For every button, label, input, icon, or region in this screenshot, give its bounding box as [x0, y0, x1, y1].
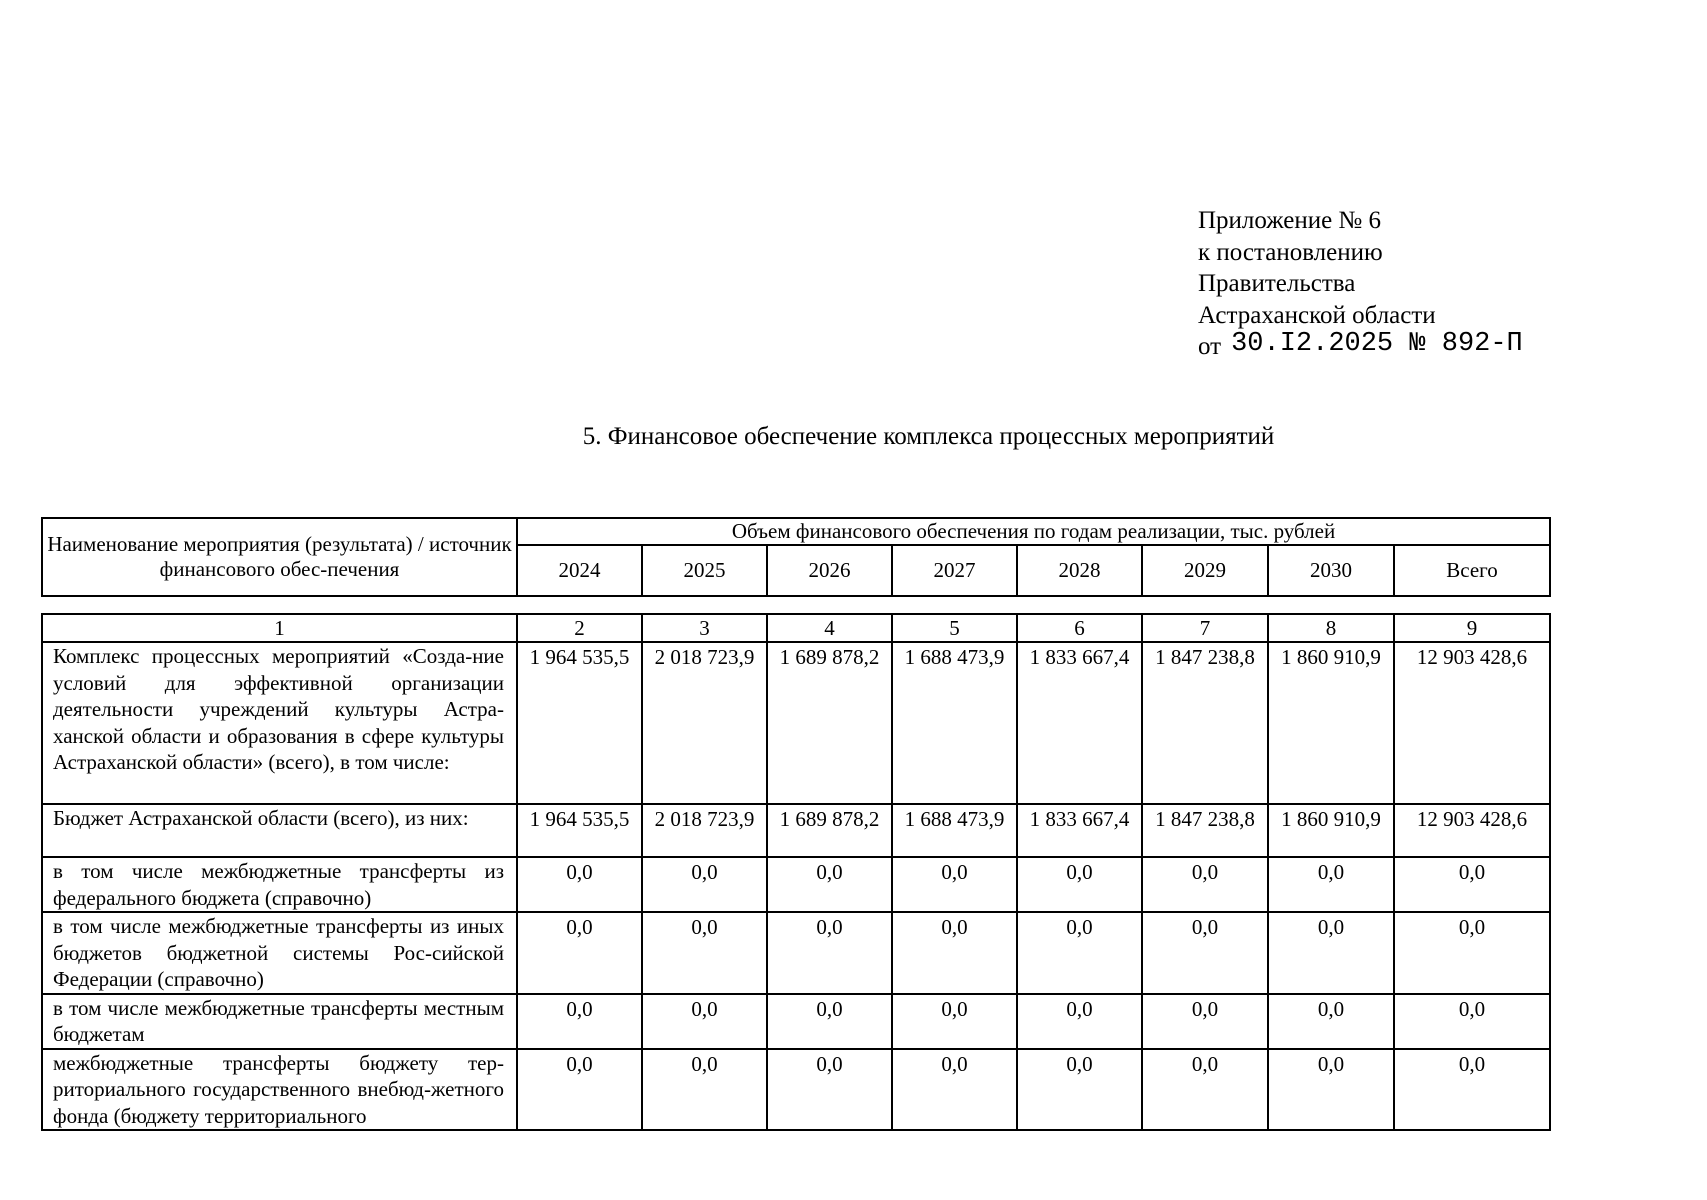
table-row [42, 857, 1550, 912]
row-value-cell: 0,0 [1268, 994, 1394, 1049]
row-value-cell: 0,0 [517, 857, 642, 912]
column-number: 9 [1394, 614, 1550, 642]
row-name-cell: в том числе межбюджетные трансферты из иных бюджетов бюджетной системы Рос-сийской Федерации (справочно) [42, 912, 517, 994]
column-number: 2 [517, 614, 642, 642]
row-value-cell: 0,0 [767, 857, 892, 912]
column-number: 1 [42, 614, 517, 642]
row-value-cell: 0,0 [767, 1049, 892, 1131]
row-total-cell: 0,0 [1394, 857, 1550, 912]
date-prefix: от [1198, 333, 1222, 360]
appendix-line-4: Астраханской области [1198, 301, 1436, 329]
year-header: 2026 [767, 545, 892, 596]
row-value-cell: 1 964 535,5 [517, 804, 642, 857]
row-total-cell: 0,0 [1394, 1049, 1550, 1131]
finance-table [41, 613, 1551, 1131]
table-row [42, 804, 1550, 857]
row-value-cell: 0,0 [642, 912, 767, 994]
row-value-cell: 0,0 [767, 912, 892, 994]
row-value-cell: 0,0 [1142, 912, 1268, 994]
appendix-line-1: Приложение № 6 [1198, 207, 1382, 234]
column-number-row [42, 614, 1550, 642]
total-header: Всего [1394, 545, 1550, 596]
year-header: 2025 [642, 545, 767, 596]
row-value-cell: 1 689 878,2 [767, 642, 892, 804]
row-name-cell: Комплекс процессных мероприятий «Созда-ние условий для эффективной организации деятельности учреждений культуры Астра-ханской области и образования в сфере культуры Астраханской области» (всего), в том числе: [42, 642, 517, 804]
column-number: 5 [892, 614, 1017, 642]
row-value-cell: 1 688 473,9 [892, 804, 1017, 857]
row-value-cell: 0,0 [1017, 994, 1142, 1049]
row-value-cell: 0,0 [1017, 1049, 1142, 1131]
column-number: 6 [1017, 614, 1142, 642]
row-value-cell: 1 689 878,2 [767, 804, 892, 857]
column-number: 7 [1142, 614, 1268, 642]
row-value-cell: 0,0 [892, 857, 1017, 912]
date-stamp: 30.I2.2025 № 892-П [1231, 329, 1523, 359]
table-header [41, 517, 1551, 597]
year-header: 2029 [1142, 545, 1268, 596]
row-value-cell: 0,0 [642, 1049, 767, 1131]
row-name-cell: в том числе межбюджетные трансферты из федерального бюджета (справочно) [42, 857, 517, 912]
appendix-date-line [1198, 331, 1523, 365]
table-row [42, 642, 1550, 804]
row-name-cell: в том числе межбюджетные трансферты местным бюджетам [42, 994, 517, 1049]
row-name-cell: межбюджетные трансферты бюджету тер-риториального государственного внебюд-жетного фонда (бюджету территориального [42, 1049, 517, 1131]
name-column-header: Наименование мероприятия (результата) / источник финансового обес-печения [42, 518, 517, 596]
column-number: 3 [642, 614, 767, 642]
row-value-cell: 2 018 723,9 [642, 804, 767, 857]
row-value-cell: 0,0 [892, 1049, 1017, 1131]
year-header: 2028 [1017, 545, 1142, 596]
row-total-cell: 12 903 428,6 [1394, 804, 1550, 857]
row-value-cell: 0,0 [1268, 1049, 1394, 1131]
row-value-cell: 0,0 [892, 912, 1017, 994]
row-value-cell: 1 833 667,4 [1017, 804, 1142, 857]
row-value-cell: 0,0 [1142, 1049, 1268, 1131]
row-value-cell: 1 833 667,4 [1017, 642, 1142, 804]
row-value-cell: 0,0 [517, 1049, 642, 1131]
row-name-cell: Бюджет Астраханской области (всего), из них: [42, 804, 517, 857]
row-value-cell: 0,0 [892, 994, 1017, 1049]
row-value-cell: 1 964 535,5 [517, 642, 642, 804]
row-total-cell: 0,0 [1394, 912, 1550, 994]
row-total-cell: 0,0 [1394, 994, 1550, 1049]
row-value-cell: 2 018 723,9 [642, 642, 767, 804]
row-value-cell: 1 847 238,8 [1142, 642, 1268, 804]
appendix-block [1198, 205, 1523, 365]
row-value-cell: 0,0 [642, 857, 767, 912]
table-row [42, 994, 1550, 1049]
year-header: 2027 [892, 545, 1017, 596]
row-value-cell: 0,0 [517, 912, 642, 994]
row-value-cell: 0,0 [1142, 994, 1268, 1049]
row-value-cell: 0,0 [767, 994, 892, 1049]
row-value-cell: 0,0 [1268, 912, 1394, 994]
row-value-cell: 0,0 [1017, 912, 1142, 994]
column-number: 8 [1268, 614, 1394, 642]
row-value-cell: 0,0 [1268, 857, 1394, 912]
document-title: 5. Финансовое обеспечение комплекса процессных мероприятий [582, 423, 1275, 450]
row-value-cell: 0,0 [517, 994, 642, 1049]
table-row [42, 912, 1550, 994]
table-row [42, 1049, 1550, 1131]
appendix-line-2: к постановлению [1198, 238, 1383, 266]
row-value-cell: 1 688 473,9 [892, 642, 1017, 804]
row-value-cell: 1 860 910,9 [1268, 804, 1394, 857]
volume-header: Объем финансового обеспечения по годам реализации, тыс. рублей [517, 518, 1550, 545]
row-value-cell: 0,0 [1142, 857, 1268, 912]
row-value-cell: 0,0 [1017, 857, 1142, 912]
row-value-cell: 0,0 [642, 994, 767, 1049]
year-header: 2024 [517, 545, 642, 596]
year-header: 2030 [1268, 545, 1394, 596]
appendix-line-3: Правительства [1198, 270, 1356, 297]
column-number: 4 [767, 614, 892, 642]
row-value-cell: 1 860 910,9 [1268, 642, 1394, 804]
row-total-cell: 12 903 428,6 [1394, 642, 1550, 804]
row-value-cell: 1 847 238,8 [1142, 804, 1268, 857]
